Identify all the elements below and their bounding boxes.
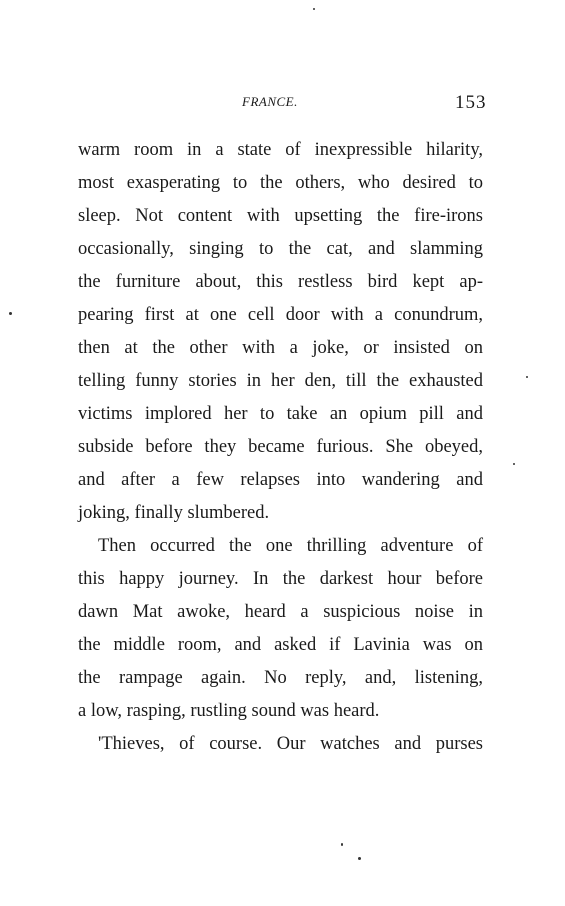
page-number: 153 xyxy=(455,92,487,113)
scan-speck xyxy=(358,857,361,860)
text-line: dawn Mat awoke, heard a suspicious noise in xyxy=(78,602,483,622)
text-line: the furniture about, this restless bird kept ap- xyxy=(78,272,483,292)
scan-speck xyxy=(513,463,515,465)
body-text xyxy=(78,134,483,761)
scan-speck xyxy=(341,843,343,846)
scan-speck xyxy=(313,8,315,10)
scan-speck xyxy=(9,312,12,315)
text-line: joking, finally slumbered. xyxy=(78,503,270,523)
page-header xyxy=(0,92,565,116)
text-line: a low, rasping, rustling sound was heard. xyxy=(78,701,380,721)
text-line: sleep. Not content with upsetting the fire-irons xyxy=(78,206,483,226)
text-line: victims implored her to take an opium pill and xyxy=(78,404,483,424)
text-line: telling funny stories in her den, till the exhausted xyxy=(78,371,483,391)
text-line: the middle room, and asked if Lavinia was on xyxy=(78,635,483,655)
text-line: Then occurred the one thrilling adventure of xyxy=(98,536,483,556)
text-line: 'Thieves, of course. Our watches and purses xyxy=(98,734,483,754)
text-line: pearing first at one cell door with a conundrum, xyxy=(78,305,483,325)
text-line: the rampage again. No reply, and, listening, xyxy=(78,668,483,688)
text-line: this happy journey. In the darkest hour before xyxy=(78,569,483,589)
text-line: then at the other with a joke, or insisted on xyxy=(78,338,483,358)
running-title: FRANCE. xyxy=(242,94,298,109)
text-line: subside before they became furious. She obeyed, xyxy=(78,437,483,457)
text-line: and after a few relapses into wandering and xyxy=(78,470,483,490)
scan-speck xyxy=(526,376,528,378)
text-line: occasionally, singing to the cat, and slamming xyxy=(78,239,483,259)
text-line: most exasperating to the others, who desired to xyxy=(78,173,483,193)
text-line: warm room in a state of inexpressible hilarity, xyxy=(78,140,483,160)
